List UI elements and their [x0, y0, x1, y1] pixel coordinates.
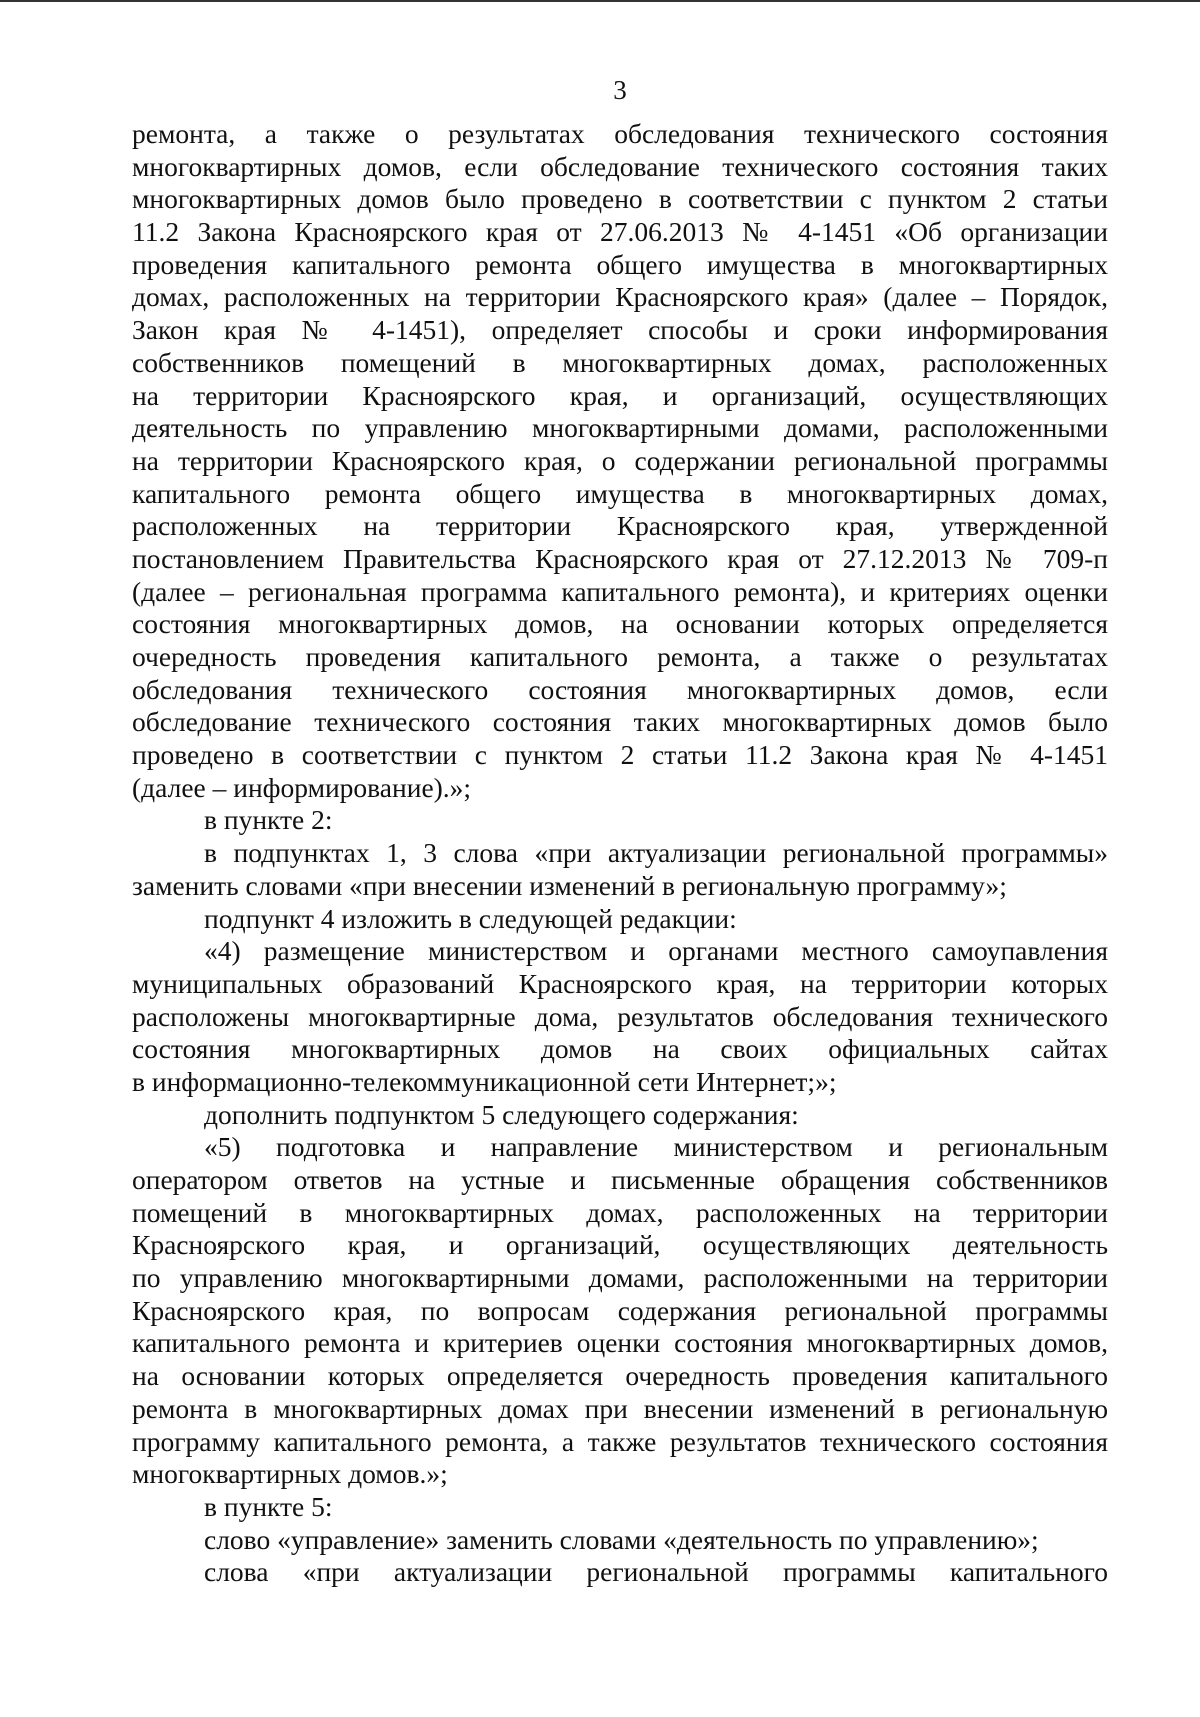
text-line: Красноярского края, и организаций, осуществляющих деятельность — [132, 1229, 1108, 1261]
text-line: по управлению многоквартирными домами, расположенными на территории — [132, 1262, 1108, 1294]
text-line: очередность проведения капитального ремонта, а также о результатах — [132, 641, 1108, 672]
text-line: ремонта, а также о результатах обследования технического состояния — [132, 118, 1108, 149]
text-line: многоквартирных домов.»; — [132, 1458, 448, 1490]
text-line: состояния многоквартирных домов на своих официальных сайтах — [132, 1033, 1108, 1065]
text-line: «5) подготовка и направление министерством и региональным — [204, 1131, 1108, 1163]
text-line: расположены многоквартирные дома, результатов обследования технического — [132, 1000, 1108, 1032]
text-line: деятельность по управлению многоквартирными домами, расположенными — [132, 412, 1108, 444]
text-line: капитального ремонта и критериев оценки состояния многоквартирных домов, — [132, 1327, 1108, 1359]
text-line: подпункт 4 изложить в следующей редакции: — [204, 902, 737, 934]
text-line: расположенных на территории Красноярского края, утвержденной — [132, 510, 1108, 542]
text-line: программу капитального ремонта, а также результатов технического состояния — [132, 1425, 1108, 1457]
page-number: 3 — [613, 75, 627, 105]
text-line: обследования технического состояния многоквартирных домов, если — [132, 673, 1108, 705]
text-line: в подпунктах 1, 3 слова «при актуализации региональной программы» — [204, 837, 1108, 869]
text-line: «4) размещение министерством и органами местного самоупавления — [204, 935, 1108, 967]
text-line: ремонта в многоквартирных домах при внесении изменений в региональную — [132, 1392, 1108, 1424]
text-line: (далее – региональная программа капитального ремонта), и критериях оценки — [132, 575, 1108, 607]
text-line: многоквартирных домов было проведено в соответствии с пунктом 2 статьи — [132, 183, 1108, 215]
text-line: в пункте 2: — [204, 804, 333, 836]
text-line: дополнить подпунктом 5 следующего содержания: — [204, 1098, 799, 1130]
text-line: в пункте 5: — [204, 1490, 333, 1522]
text-line: муниципальных образований Красноярского края, на территории которых — [132, 967, 1108, 999]
text-line: на территории Красноярского края, и организаций, осуществляющих — [132, 379, 1108, 411]
text-line: помещений в многоквартирных домах, расположенных на территории — [132, 1196, 1108, 1228]
text-line: домах, расположенных на территории Красноярского края» (далее – Порядок, — [132, 281, 1108, 313]
text-line: собственников помещений в многоквартирных домах, расположенных — [132, 346, 1108, 378]
document-body — [132, 118, 1108, 1589]
text-line: 11.2 Закона Красноярского края от 27.06.2013 № 4-1451 «Об организации — [132, 216, 1108, 248]
text-line: на основании которых определяется очередность проведения капитального — [132, 1360, 1108, 1392]
text-line: капитального ремонта общего имущества в многоквартирных домах, — [132, 477, 1108, 509]
text-line: проведено в соответствии с пунктом 2 статьи 11.2 Закона края № 4-1451 — [132, 739, 1108, 771]
text-line: Закон края № 4-1451), определяет способы и сроки информирования — [132, 314, 1108, 346]
text-line: Красноярского края, по вопросам содержания региональной программы — [132, 1294, 1108, 1326]
text-line: состояния многоквартирных домов, на основании которых определяется — [132, 608, 1108, 640]
text-line: постановлением Правительства Красноярского края от 27.12.2013 № 709-п — [132, 542, 1108, 574]
text-line: слова «при актуализации региональной программы капитального — [204, 1556, 1108, 1588]
text-line: на территории Красноярского края, о содержании региональной программы — [132, 444, 1108, 476]
text-line: оператором ответов на устные и письменные обращения собственников — [132, 1164, 1108, 1195]
text-line: обследование технического состояния таких многоквартирных домов было — [132, 706, 1108, 738]
text-line: слово «управление» заменить словами «деятельность по управлению»; — [204, 1523, 1039, 1555]
text-line: многоквартирных домов, если обследование технического состояния таких — [132, 150, 1108, 182]
text-line: (далее – информирование).»; — [132, 771, 472, 803]
text-line: в информационно-телекоммуникационной сети Интернет;»; — [132, 1065, 837, 1097]
text-line: проведения капитального ремонта общего имущества в многоквартирных — [132, 248, 1108, 280]
scan-top-edge — [0, 0, 1200, 2]
text-line: заменить словами «при внесении изменений в региональную программу»; — [132, 869, 1007, 901]
